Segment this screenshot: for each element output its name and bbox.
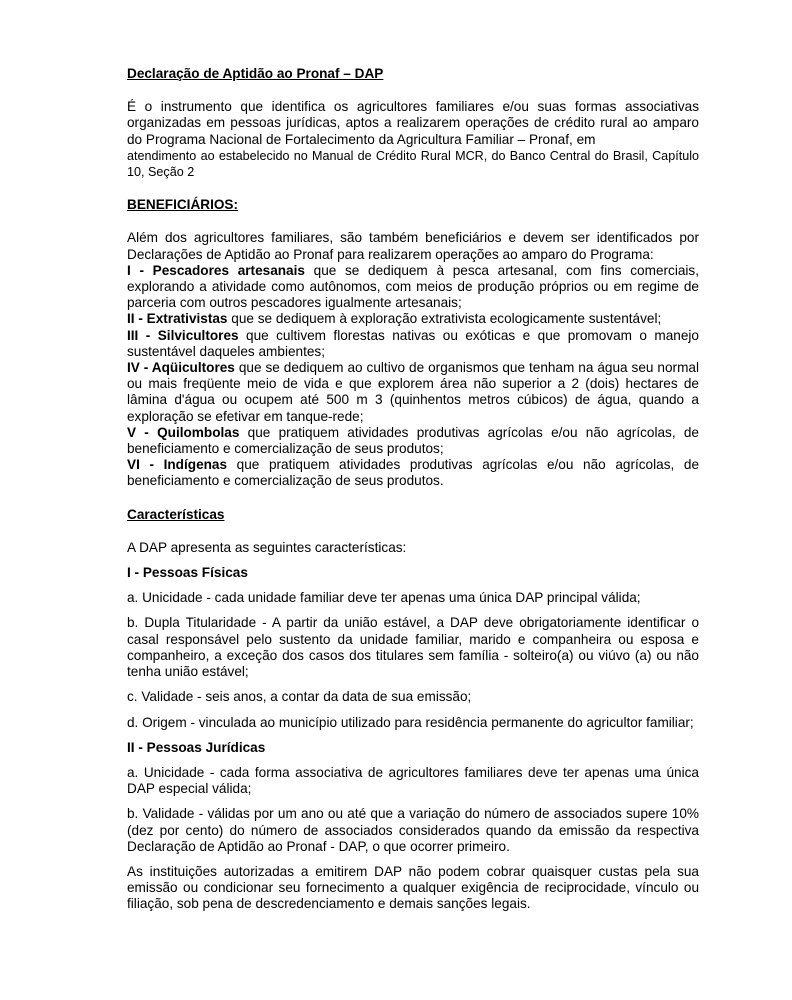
beneficiarios-intro: Além dos agricultores familiares, são também beneficiários e devem ser identificados por Declarações de Aptidão ao Pronaf para realizarem operações ao amparo do Programa: — [127, 230, 699, 262]
beneficiario-item — [127, 360, 699, 425]
pessoas-fisicas-heading — [127, 565, 699, 581]
beneficiario-label: V - Quilombolas — [127, 424, 240, 440]
beneficiarios-heading: BENEFICIÁRIOS: — [127, 197, 239, 213]
beneficiario-text: que pratiquem atividades produtivas agrícolas e/ou não agrícolas, de beneficiamento e comercialização de seus produtos; — [127, 424, 699, 457]
juridicas-item: a. Unicidade - cada forma associativa de agricultores familiares deve ter apenas uma única DAP especial válida; — [127, 764, 699, 797]
document-title: Declaração de Aptidão ao Pronaf – DAP — [127, 66, 384, 81]
fisicas-item: d. Origem - vinculada ao município utilizado para residência permanente do agricultor familiar; — [127, 714, 694, 730]
intro-small-text: atendimento ao estabelecido no Manual de Crédito Rural MCR, do Banco Central do Brasil, Capítulo 10, Seção 2 — [127, 148, 699, 180]
pessoas-juridicas-heading — [127, 740, 699, 756]
beneficiario-item — [127, 328, 699, 360]
pessoas-juridicas-label: II - Pessoas Jurídicas — [127, 739, 266, 755]
document-page — [127, 66, 699, 913]
fisicas-item: b. Dupla Titularidade - A partir da união estável, a DAP deve obrigatoriamente identificar o casal responsável pelo sustento da unidade familiar, marido e companheira ou esposa e companheiro, a exceção dos casos dos titulares sem família - solteiro(a) ou viúvo (a) ou não tenha união estável; — [127, 615, 699, 680]
beneficiario-text: que cultivem florestas nativas ou exóticas e que promovam o manejo sustentável daqueles ambientes; — [127, 327, 699, 359]
beneficiario-item — [127, 311, 699, 327]
intro-main-text: É o instrumento que identifica os agricultores familiares e/ou suas formas associativas organizadas em pessoas jurídicas, aptos a realizarem operações de crédito rural ao amparo do Programa Nacional de Fortalecimento da Agricultura Familiar – Pronaf, em — [127, 99, 699, 147]
caracteristicas-intro: A DAP apresenta as seguintes características: — [127, 539, 407, 555]
beneficiario-text: que se dediquem à pesca artesanal, com fins comerciais, explorando a atividade como autônomos, com meios de produção próprios ou em regime de parceria com outros pescadores igualmente artesanais; — [127, 262, 699, 311]
beneficiario-text: que se dediquem à exploração extrativista ecologicamente sustentável; — [227, 311, 662, 327]
beneficiario-label: I - Pescadores artesanais — [127, 262, 305, 278]
intro-paragraph — [127, 99, 699, 180]
beneficiario-label: IV - Aqüicultores — [127, 360, 235, 376]
beneficiario-item — [127, 263, 699, 312]
fisicas-item: c. Validade - seis anos, a contar da data de sua emissão; — [127, 689, 472, 705]
beneficiarios-section — [127, 230, 699, 489]
pessoas-fisicas-label: I - Pessoas Físicas — [127, 565, 248, 581]
beneficiario-label: VI - Indígenas — [127, 457, 228, 473]
beneficiario-text: que se dediquem ao cultivo de organismos que tenham na água seu normal ou mais freqüente meio de vida e que explorem área não superior a 2 (dois) hectares de lâmina d'água ou ocupem até 500 m 3 (quinhentos metros cúbicos) de água, quando a exploração se efetivar em tanque-rede; — [127, 360, 699, 424]
beneficiario-item — [127, 425, 699, 457]
beneficiario-item — [127, 457, 699, 489]
beneficiario-label: II - Extrativistas — [127, 311, 228, 327]
caracteristicas-heading: Características — [127, 506, 225, 522]
juridicas-item: b. Validade - válidas por um ano ou até que a variação do número de associados supere 10% (dez por cento) do número de associados considerados quando da emissão da respectiva Declaração de Aptidão ao Pronaf - DAP, o que ocorrer primeiro. — [127, 806, 699, 854]
beneficiario-label: III - Silvicultores — [127, 327, 239, 343]
beneficiario-text: que pratiquem atividades produtivas agrícolas e/ou não agrícolas, de beneficiamento e comercialização de seus produtos. — [127, 457, 700, 489]
fisicas-item: a. Unicidade - cada unidade familiar deve ter apenas uma única DAP principal válida; — [127, 590, 641, 606]
closing-paragraph: As instituições autorizadas a emitirem DAP não podem cobrar quaisquer custas pela sua emissão ou condicionar seu fornecimento a qualquer exigência de reciprocidade, vínculo ou filiação, sob pena de descredenciamento e demais sanções legais. — [127, 863, 699, 912]
